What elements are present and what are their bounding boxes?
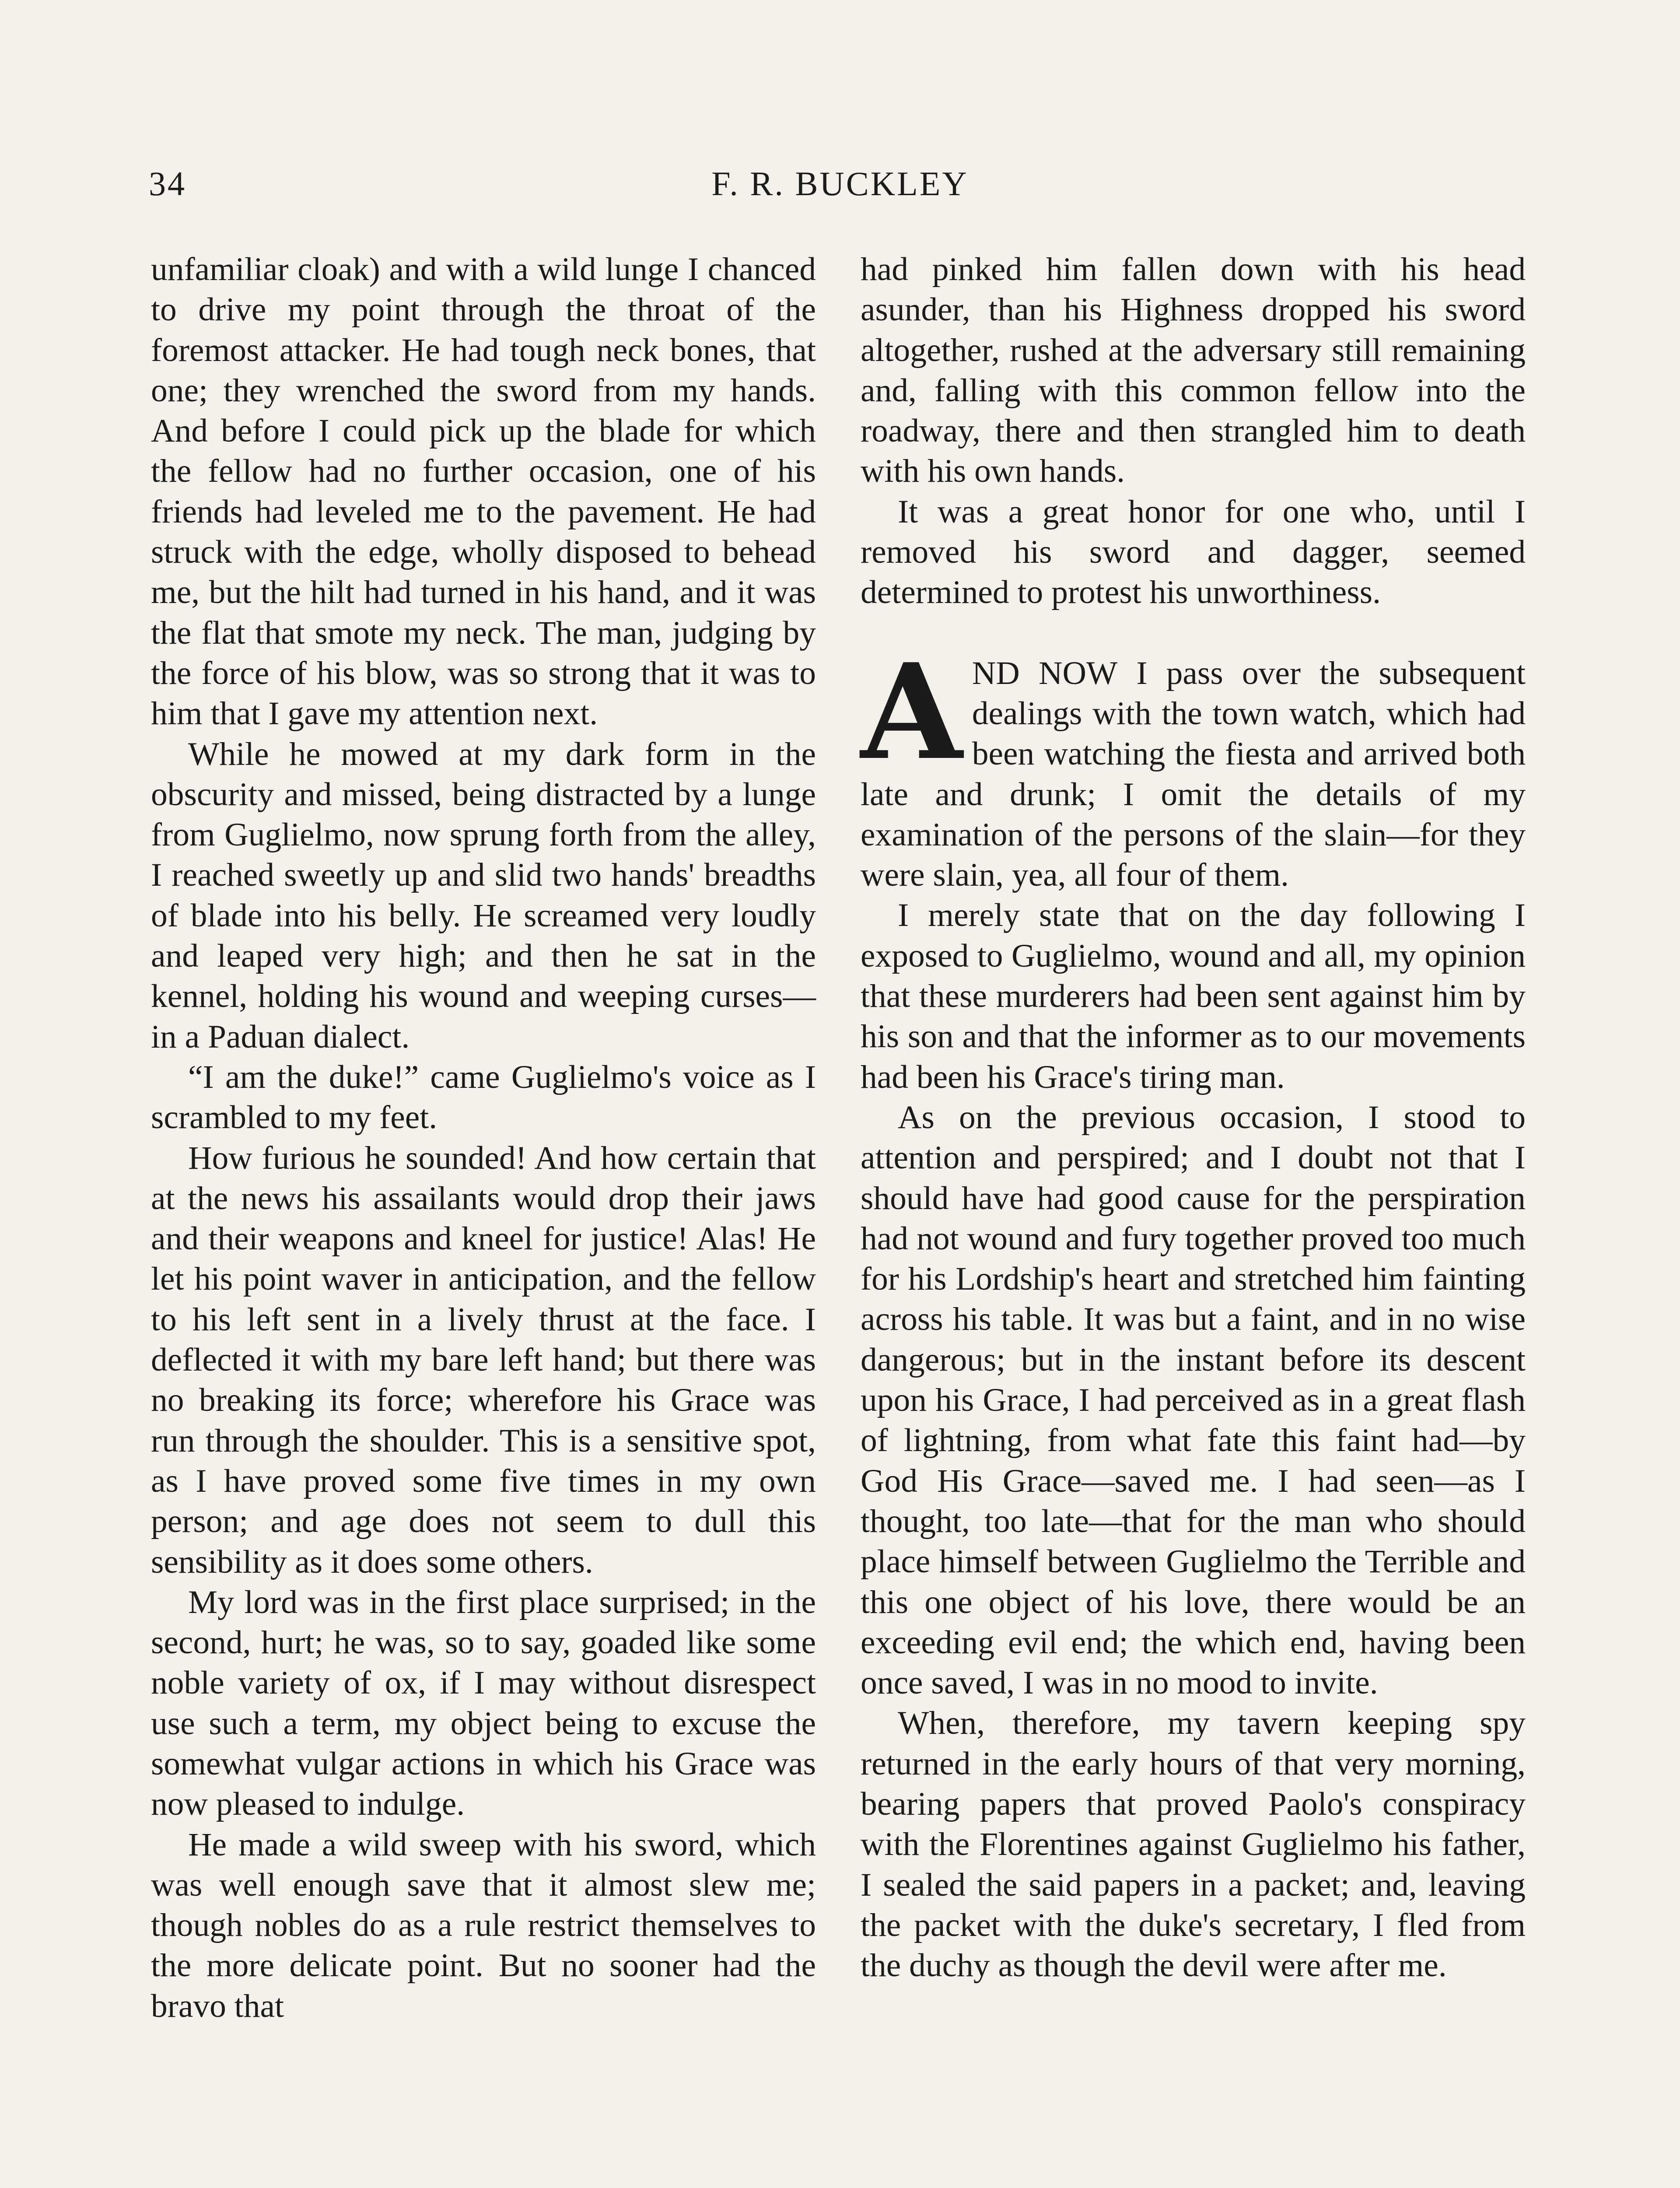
paragraph: As on the previous occasion, I stood to attention and perspired; and I doubt not that I should have had good cause for the perspiration had not wound and fury together proved too much for his Lordship's heart and stretched him fainting across his table. It was but a faint, and in no wise dangerous; but in the instant before its descent upon his Grace, I had perceived as in a great flash of lightning, from what fate this faint had—by God His Grace—saved me. I had seen—as I thought, too late—that for the man who should place himself between Guglielmo the Terrible and this one object of his love, there would be an exceeding evil end; the which end, having been once saved, I was in no mood to invite. xyxy=(861,1099,1526,1701)
drop-cap-letter: A xyxy=(861,634,962,789)
paragraph: I merely state that on the day following I exposed to Guglielmo, wound and all, my opinion that these murderers had been sent against him by his son and that the informer as to our movements had been his Grace's tiring man. xyxy=(861,897,1526,1095)
paragraph: had pinked him fallen down with his head asunder, than his Highness dropped his sword altogether, rushed at the adversary still remaining and, falling with this common fellow into the roadway, there and then strangled him to death with his own hands. xyxy=(861,251,1526,490)
paragraph: While he mowed at my dark form in the obscurity and missed, being distracted by a lunge from Guglielmo, now sprung forth from the alley, I reached sweetly up and slid two hands' breadths of blade into his belly. He screamed very loudly and leaped very high; and then he sat in the kennel, holding his wound and weeping curses—in a Paduan dialect. xyxy=(151,736,816,1055)
running-head: F. R. BUCKLEY xyxy=(711,165,969,203)
drop-cap-rest: I pass over the subsequent dealings with the town watch, which had been watching the fiesta and arrived both late and drunk; I omit the details of my examination of the persons of the slain—for they were slain, yea, all four of them. xyxy=(861,655,1526,894)
paragraph: My lord was in the first place surprised; in the second, hurt; he was, so to say, goaded like some noble variety of ox, if I may without disrespect use such a term, my object being to excuse the somewhat vulgar actions in which his Grace was now pleased to indulge. xyxy=(151,1584,816,1823)
paragraph: unfamiliar cloak) and with a wild lunge I chanced to drive my point through the throat of the foremost attacker. He had tough neck bones, that one; they wrenched the sword from my hands. And before I could pick up the blade for which the fellow had no further occasion, one of his friends had leveled me to the pavement. He had struck with the edge, wholly disposed to behead me, but the hilt had turned in his hand, and it was the flat that smote my neck. The man, judging by the force of his blow, was so strong that it was to him that I gave my attention next. xyxy=(151,251,816,732)
paragraph: How furious he sounded! And how certain that at the news his assailants would drop their jaws and their weapons and kneel for justice! Alas! He let his point waver in anticipation, and the fellow to his left sent in a lively thrust at the face. I deflected it with my bare left hand; but there was no breaking its force; wherefore his Grace was run through the shoulder. This is a sensitive spot, as I have proved some five times in my own person; and age does not seem to dull this sensibility as it does some others. xyxy=(151,1140,816,1580)
paragraph: “I am the duke!” came Guglielmo's voice as I scrambled to my feet. xyxy=(151,1059,816,1136)
paragraph: He made a wild sweep with his sword, which was well enough save that it almost slew me; though nobles do as a rule restrict themselves to the more delicate point. But no sooner had the bravo that xyxy=(151,1826,816,2024)
right-column xyxy=(861,249,1526,1986)
page-header xyxy=(149,164,1531,212)
paragraph: When, therefore, my tavern keeping spy returned in the early hours of that very morning, bearing papers that proved Paolo's conspiracy with the Florentines against Guglielmo his father, I sealed the said papers in a packet; and, leaving the packet with the duke's secretary, I fled from the duchy as though the devil were after me. xyxy=(861,1705,1526,1984)
paragraph: It was a great honor for one who, until I removed his sword and dagger, seemed determined to protest his unworthiness. xyxy=(861,493,1526,611)
drop-cap-lead-in: ND NOW xyxy=(972,655,1118,691)
left-column xyxy=(151,249,816,2027)
page-number: 34 xyxy=(149,165,186,203)
drop-cap-paragraph xyxy=(861,634,1526,896)
